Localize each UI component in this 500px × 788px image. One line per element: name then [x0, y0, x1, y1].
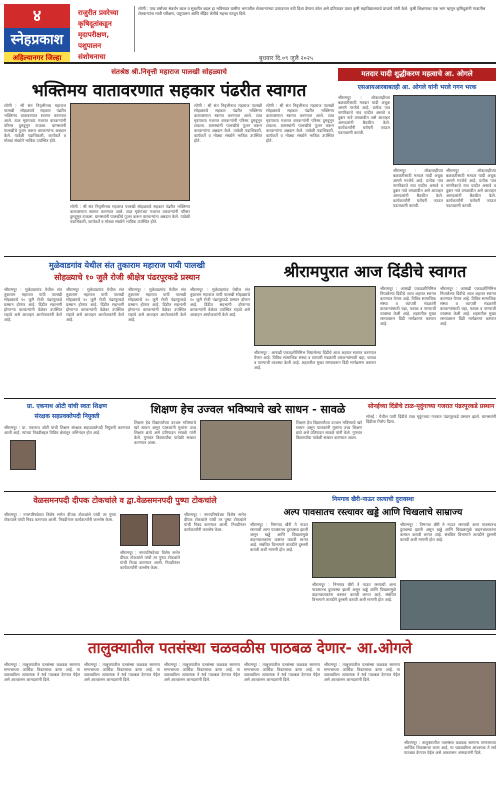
- a5-headline: संरक्षक सहप्रवक्तेपदी नियुक्ती: [34, 413, 100, 420]
- a5-kicker: प्रा. एकनाथ ओटी यांची स्वतः शिक्षण: [26, 403, 108, 410]
- a8-body-col3: श्रीरामपूर : नगरपरिषदेच्या विशेष सभेत दीपक टोकचांले यांची तर पुष्पा टोकचांले यांची निवड करण्यात आली. निवडीनंतर कार्यकर्त्यांनी जल्लोष केला.: [120, 550, 180, 570]
- logo-block: [4, 4, 70, 64]
- a10-body-col4: श्रीरामपूर : तालुक्यातील पतसंस्था चळवळ सामान्य माणसाच्या आर्थिक विकासाचा कणा आहे. या चळवळीला आवश्यक ते सर्व पाठबळ देण्यात येईल असे आश्वासन आमदारांनी दिले.: [244, 662, 320, 682]
- a10-body-col6: श्रीरामपूर : तालुक्यातील पतसंस्था चळवळ सामान्य माणसाच्या आर्थिक विकासाचा कणा आहे. या चळवळीला आवश्यक ते सर्व पाठबळ देण्यात येईल असे आश्वासन आमदारांनी दिले.: [404, 740, 496, 755]
- a6-body-col2: शिक्षण हेच विद्यार्थ्यांच्या उज्वल भविष्याचे खरे साधन असून पालकांनी मुलांना उच्च शिक्षण द्यावे असे प्रतिपादन सावळे यांनी केले. गुणवंत विद्यार्थ्यांचा यावेळी सत्कार करण्यात आला.: [296, 420, 362, 440]
- a2-body-col3: श्रीरामपूर : लोकशाहीच्या बळकटीसाठी मतदार यादी अचूक असणे गरजेचे आहे. प्रत्येक पात्र नागरिकाचे नाव यादीत असावे व दुबार नावे वगळावीत असे आवाहन आमदारांनी बैठकीत केले. कार्यकर्त्यांनी घरोघरी जाऊन पडताळणी करावी.: [446, 168, 496, 208]
- a10-body-col5: श्रीरामपूर : तालुक्यातील पतसंस्था चळवळ सामान्य माणसाच्या आर्थिक विकासाचा कणा आहे. या चळवळीला आवश्यक ते सर्व पाठबळ देण्यात येईल असे आश्वासन आमदारांनी दिले.: [324, 662, 400, 682]
- a9-photo-2: [400, 580, 496, 630]
- a10-body: श्रीरामपूर : तालुक्यातील पतसंस्था चळवळ सामान्य माणसाच्या आर्थिक विकासाचा कणा आहे. या चळवळीला आवश्यक ते सर्व पाठबळ देण्यात येईल असे आश्वासन आमदारांनी दिले.: [4, 662, 80, 682]
- a9-kicker: निमगाव खैरी-नाऊर रस्त्याची दुरावस्था: [332, 496, 414, 503]
- a4-body-col3: श्रीरामपूर : आषाढी एकादशीनिमित्त निघालेल्या दिंडीचे आज शहरात स्वागत करण्यात येणार आहे. विविध सामाजिक संस्था व व्यापारी मंडळांनी वारकऱ्यांसाठी चहा, फराळ व पाण्याची व्यवस्था केली आहे. शहरातील मुख्य रस्त्यावरून दिंडी मार्गक्रमण करणार आहे.: [254, 350, 376, 370]
- a2-headline: मतदार यादी शुद्धीकरण महत्वाचे आ. ओगले: [338, 68, 496, 81]
- a3-headline: सोहळ्याचे १० जुलै रोजी श्रीक्षेत्र पंढरपूरकडे प्रस्थान: [54, 273, 200, 282]
- masthead: [4, 4, 496, 64]
- a6-body: शिक्षण हेच विद्यार्थ्यांच्या उज्वल भविष्याचे खरे साधन असून पालकांनी मुलांना उच्च शिक्षण द्यावे असे प्रतिपादन सावळे यांनी केले. गुणवंत विद्यार्थ्यांचा यावेळी सत्कार करण्यात आला.: [134, 420, 196, 445]
- a9-headline: अल्प पावसातच रस्त्यावर खड्डे आणि चिखलाचे साम्राज्य: [283, 508, 463, 518]
- a3-body: श्रीरामपूर : मुळेवाडगांव येथील संत तुकाराम महाराज पायी पालखी सोहळ्याचे १० जुलै रोजी पंढरपूरकडे प्रस्थान होणार आहे. दिंडीत सहभागी होणाऱ्या वारकऱ्यांनी वेळेवर उपस्थित राहावे असे आवाहन आयोजकांनी केले आहे.: [4, 287, 62, 322]
- a1-body-col3: लोणी : श्री संत निवृत्तीनाथ महाराज पालखी सोहळ्याचे सहकार पंढरीत भक्तिमय वातावरणात स्वागत करण्यात आले. टाळ मृदंगाच्या गजरात वारकऱ्यांनी परिसर दुमदुमून टाकला. ग्रामस्थांनी पालखीचे पूजन करून वारकऱ्यांना अन्नदान केले. यावेळी पदाधिकारी, कार्यकर्ते व मोठ्या संख्येने भाविक उपस्थित होते.: [266, 103, 334, 143]
- divider: [4, 491, 496, 492]
- a8-body-col2: श्रीरामपूर : नगरपरिषदेच्या विशेष सभेत दीपक टोकचांले यांची तर पुष्पा टोकचांले यांची निवड करण्यात आली. निवडीनंतर कार्यकर्त्यांनी जल्लोष केला.: [184, 512, 246, 532]
- a3-body-col4: श्रीरामपूर : मुळेवाडगांव येथील संत तुकाराम महाराज पायी पालखी सोहळ्याचे १० जुलै रोजी पंढरपूरकडे प्रस्थान होणार आहे. दिंडीत सहभागी होणाऱ्या वारकऱ्यांनी वेळेवर उपस्थित राहावे असे आवाहन आयोजकांनी केले आहे.: [190, 287, 250, 317]
- a7-headline: सोनईच्या दिंडीचे टाळ-मृदुंगाच्या गजरात पंढरपूरकडे प्रस्थान: [367, 403, 495, 410]
- date-line: बुधवार दि.०९ जुलै २०२५: [258, 55, 314, 62]
- a1-photo: [70, 103, 190, 201]
- a6-headline: शिक्षण हेच उज्वल भविष्याचे खरे साधन - सावळे: [150, 403, 346, 416]
- a2-photo: [393, 95, 496, 165]
- a8-portrait: [120, 514, 148, 546]
- a8-portrait: [152, 514, 180, 546]
- a4-body-col2: श्रीरामपूर : आषाढी एकादशीनिमित्त निघालेल्या दिंडीचे आज शहरात स्वागत करण्यात येणार आहे. विविध सामाजिक संस्था व व्यापारी मंडळांनी वारकऱ्यांसाठी चहा, फराळ व पाण्याची व्यवस्था केली आहे. शहरातील मुख्य रस्त्यावरून दिंडी मार्गक्रमण करणार आहे.: [440, 286, 496, 326]
- a3-body-col2: श्रीरामपूर : मुळेवाडगांव येथील संत तुकाराम महाराज पायी पालखी सोहळ्याचे १० जुलै रोजी पंढरपूरकडे प्रस्थान होणार आहे. दिंडीत सहभागी होणाऱ्या वारकऱ्यांनी वेळेवर उपस्थित राहावे असे आवाहन आयोजकांनी केले आहे.: [66, 287, 124, 322]
- a1-headline: भक्तिमय वातावरणात सहकार पंढरीत स्वागत: [31, 81, 307, 100]
- a8-headline: वेळसमनपदी दीपक टोकचांले व द्वा.वेळसमनपदी पुष्पा टोकचांले: [33, 496, 217, 505]
- a9-body-col2: श्रीरामपूर : निमगाव खैरी ते नाऊर रस्त्याची अल्प पावसातच दुरावस्था झाली असून खड्डे आणि चिखलामुळे वाहनचालकांना कसरत करावी लागत आहे. संबंधित विभागाने तातडीने दुरुस्ती करावी अशी मागणी होत आहे.: [400, 522, 496, 542]
- a3-body-col3: श्रीरामपूर : मुळेवाडगांव येथील संत तुकाराम महाराज पायी पालखी सोहळ्याचे १० जुलै रोजी पंढरपूरकडे प्रस्थान होणार आहे. दिंडीत सहभागी होणाऱ्या वारकऱ्यांनी वेळेवर उपस्थित राहावे असे आवाहन आयोजकांनी केले आहे.: [128, 287, 186, 322]
- a1-kicker: संतश्रेष्ठ श्री.निवृत्ती महाराज पालखी सोहळ्याचे: [111, 68, 227, 76]
- newspaper-subtitle: अहिल्यानगर जिल्हा: [4, 52, 70, 64]
- a2-body: श्रीरामपूर : लोकशाहीच्या बळकटीसाठी मतदार यादी अचूक असणे गरजेचे आहे. प्रत्येक पात्र नागरिकाचे नाव यादीत असावे व दुबार नावे वगळावीत असे आवाहन आमदारांनी बैठकीत केले. कार्यकर्त्यांनी घरोघरी जाऊन पडताळणी करावी.: [338, 95, 390, 135]
- a2-subhead: एसआयआरबाबतही आ. ओगले यांनी भरले गगन भरक: [357, 84, 477, 91]
- a4-headline: श्रीरामपुरात आज दिंडीचे स्वागत: [283, 262, 467, 281]
- a4-photo: [254, 286, 376, 346]
- a9-body-col3: श्रीरामपूर : निमगाव खैरी ते नाऊर रस्त्याची अल्प पावसातच दुरावस्था झाली असून खड्डे आणि चिखलामुळे वाहनचालकांना कसरत करावी लागत आहे. संबंधित विभागाने तातडीने दुरुस्ती करावी अशी मागणी होत आहे.: [312, 582, 396, 602]
- a6-photo: [200, 420, 292, 480]
- divider: [4, 256, 496, 257]
- a8-body: श्रीरामपूर : नगरपरिषदेच्या विशेष सभेत दीपक टोकचांले यांची तर पुष्पा टोकचांले यांची निवड करण्यात आली. निवडीनंतर कार्यकर्त्यांनी जल्लोष केला.: [4, 512, 116, 522]
- newspaper-logo: स्नेहप्रकाश: [10, 32, 64, 48]
- masthead-ear-text: लोणी : पाच वर्षांच्या संवर्धन काल व सुधारीत बदल हा भविष्यात ग्रामीण भागातील शेतकऱ्यांच्या उत्पादनात नवी दिशा देणारा ठरेल असे प्रतिपादन प्रवरा कृषी महाविद्यालयाचे प्राचार्य यांनी केले. कृषी शिक्षणाचा एक भाग म्हणून कृषिदूतांनी गावातील शेतकऱ्यांना माती परीक्षण, पशुपालन आणि सेंद्रिय शेतीचे महत्त्व पटवून दिले.: [134, 6, 496, 52]
- a3-kicker: मुळेवाडगांव येथील संत तुकाराम महाराज पायी पालखी: [49, 261, 205, 270]
- a5-body: श्रीरामपूर : प्रा. एकनाथ ओटी यांची शिक्षण संरक्षक सहप्रवक्तेपदी नियुक्ती करण्यात आली आहे. त्यांच्या निवडीबद्दल विविध क्षेत्रांतून अभिनंदन होत आहे.: [4, 425, 130, 435]
- masthead-tagline: राजुरीत प्रवरेच्या कृषिदूतांकडून मृदापरीक्षण, पशुपालन संशोधनाचा: [78, 9, 119, 61]
- a1-body-col4: लोणी : श्री संत निवृत्तीनाथ महाराज पालखी सोहळ्याचे सहकार पंढरीत भक्तिमय वातावरणात स्वागत करण्यात आले. टाळ मृदंगाच्या गजरात वारकऱ्यांनी परिसर दुमदुमून टाकला. ग्रामस्थांनी पालखीचे पूजन करून वारकऱ्यांना अन्नदान केले. यावेळी पदाधिकारी, कार्यकर्ते व मोठ्या संख्येने भाविक उपस्थित होते.: [70, 204, 190, 224]
- divider: [4, 398, 496, 399]
- divider: [4, 634, 496, 635]
- a2-body-col2: श्रीरामपूर : लोकशाहीच्या बळकटीसाठी मतदार यादी अचूक असणे गरजेचे आहे. प्रत्येक पात्र नागरिकाचे नाव यादीत असावे व दुबार नावे वगळावीत असे आवाहन आमदारांनी बैठकीत केले. कार्यकर्त्यांनी घरोघरी जाऊन पडताळणी करावी.: [393, 168, 443, 208]
- a5-portrait: [10, 440, 36, 470]
- a10-body-col3: श्रीरामपूर : तालुक्यातील पतसंस्था चळवळ सामान्य माणसाच्या आर्थिक विकासाचा कणा आहे. या चळवळीला आवश्यक ते सर्व पाठबळ देण्यात येईल असे आश्वासन आमदारांनी दिले.: [164, 662, 240, 682]
- a10-photo: [404, 662, 496, 736]
- a9-photo: [312, 522, 396, 578]
- a7-body: सोनई : येथील पायी दिंडीचे टाळ मृदुंगाच्या गजरात पंढरपूरकडे प्रस्थान झाले. ग्रामस्थांनी दिंडीला निरोप दिला.: [366, 414, 496, 424]
- a9-body: श्रीरामपूर : निमगाव खैरी ते नाऊर रस्त्याची अल्प पावसातच दुरावस्था झाली असून खड्डे आणि चिखलामुळे वाहनचालकांना कसरत करावी लागत आहे. संबंधित विभागाने तातडीने दुरुस्ती करावी अशी मागणी होत आहे.: [250, 522, 308, 552]
- a1-body: लोणी : श्री संत निवृत्तीनाथ महाराज पालखी सोहळ्याचे सहकार पंढरीत भक्तिमय वातावरणात स्वागत करण्यात आले. टाळ मृदंगाच्या गजरात वारकऱ्यांनी परिसर दुमदुमून टाकला. ग्रामस्थांनी पालखीचे पूजन करून वारकऱ्यांना अन्नदान केले. यावेळी पदाधिकारी, कार्यकर्ते व मोठ्या संख्येने भाविक उपस्थित होते.: [4, 103, 66, 143]
- a10-body-col2: श्रीरामपूर : तालुक्यातील पतसंस्था चळवळ सामान्य माणसाच्या आर्थिक विकासाचा कणा आहे. या चळवळीला आवश्यक ते सर्व पाठबळ देण्यात येईल असे आश्वासन आमदारांनी दिले.: [84, 662, 160, 682]
- a10-headline: तालुक्यातील पतसंस्था चळवळीस पाठबळ देणार- आ.ओगले: [88, 639, 412, 657]
- a1-body-col2: लोणी : श्री संत निवृत्तीनाथ महाराज पालखी सोहळ्याचे सहकार पंढरीत भक्तिमय वातावरणात स्वागत करण्यात आले. टाळ मृदंगाच्या गजरात वारकऱ्यांनी परिसर दुमदुमून टाकला. ग्रामस्थांनी पालखीचे पूजन करून वारकऱ्यांना अन्नदान केले. यावेळी पदाधिकारी, कार्यकर्ते व मोठ्या संख्येने भाविक उपस्थित होते.: [194, 103, 262, 143]
- issue-number: ४: [4, 4, 70, 28]
- a4-body: श्रीरामपूर : आषाढी एकादशीनिमित्त निघालेल्या दिंडीचे आज शहरात स्वागत करण्यात येणार आहे. विविध सामाजिक संस्था व व्यापारी मंडळांनी वारकऱ्यांसाठी चहा, फराळ व पाण्याची व्यवस्था केली आहे. शहरातील मुख्य रस्त्यावरून दिंडी मार्गक्रमण करणार आहे.: [380, 286, 436, 326]
